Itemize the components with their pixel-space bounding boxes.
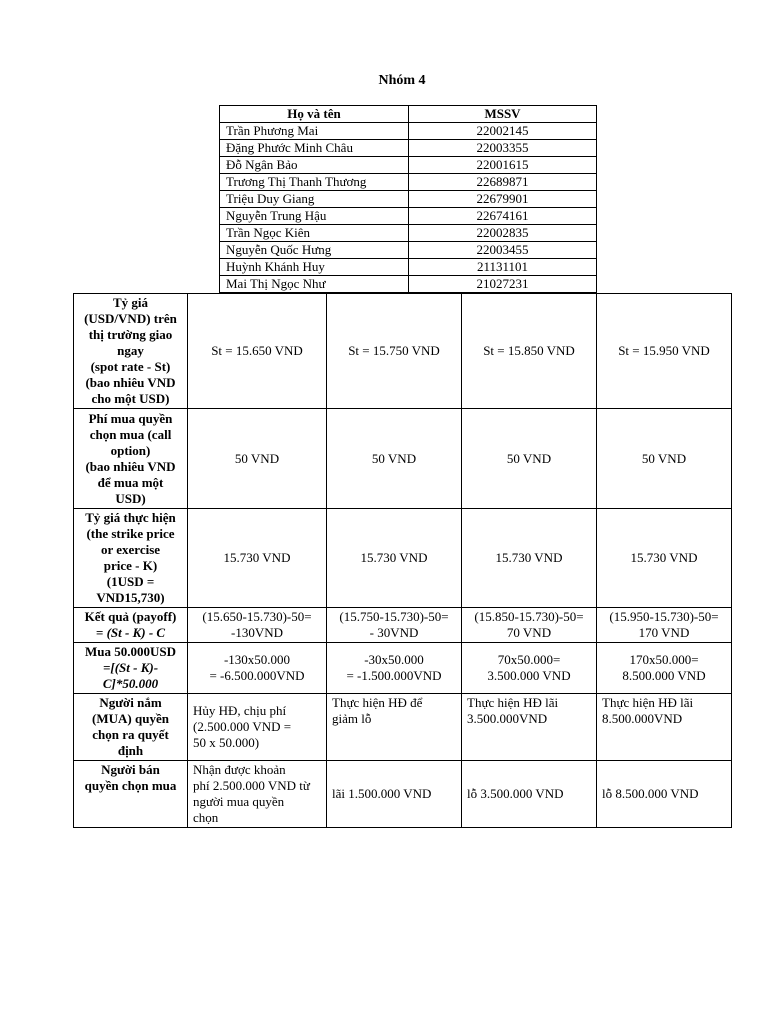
member-name: Mai Thị Ngọc Như — [220, 276, 409, 293]
premium-row — [74, 409, 732, 509]
payoff-result-line: -130VND — [231, 625, 283, 640]
payoff-cell — [188, 608, 327, 643]
buy-amount-cell — [462, 643, 597, 694]
decision-line: 3.500.000VND — [467, 711, 548, 726]
label-line: ngay — [117, 343, 144, 358]
label-line: để mua một — [97, 474, 164, 490]
premium-label — [74, 409, 188, 509]
holder-decision-cell — [597, 694, 732, 761]
member-row — [220, 157, 597, 174]
holder-decision-row — [74, 694, 732, 761]
member-row — [220, 208, 597, 225]
member-id: 21131101 — [409, 259, 597, 276]
spot-rate-row — [74, 294, 732, 409]
member-name: Nguyễn Trung Hậu — [220, 208, 409, 225]
label-line: Kết quả (payoff) — [84, 609, 177, 624]
member-row — [220, 276, 597, 293]
member-id: 22679901 — [409, 191, 597, 208]
label-line: (MUA) quyền — [92, 711, 169, 726]
member-name: Đỗ Ngân Bảo — [220, 157, 409, 174]
seller-line: chọn — [193, 810, 219, 825]
buy-line: -130x50.000 — [223, 652, 291, 667]
strike-price-label — [74, 509, 188, 608]
payoff-cell — [327, 608, 462, 643]
premium-cell: 50 VND — [327, 409, 462, 509]
spot-rate-cell: St = 15.950 VND — [597, 294, 732, 409]
payoff-cell — [462, 608, 597, 643]
seller-cell: lỗ 3.500.000 VND — [462, 761, 597, 828]
label-line: price - K) — [103, 558, 158, 573]
member-id: 22002835 — [409, 225, 597, 242]
label-line: Người bán — [101, 762, 160, 777]
seller-cell — [188, 761, 327, 828]
member-id: 22002145 — [409, 123, 597, 140]
strike-price-cell: 15.730 VND — [327, 509, 462, 608]
decision-line: Thực hiện HĐ lãi — [602, 695, 694, 710]
id-column-header: MSSV — [409, 106, 597, 123]
label-line: Tỷ giá thực hiện — [85, 510, 176, 525]
member-name: Trương Thị Thanh Thương — [220, 174, 409, 191]
seller-line: phí 2.500.000 VND từ — [193, 778, 310, 793]
buy-formula: C]*50.000 — [102, 676, 159, 691]
label-line: option) — [110, 442, 151, 458]
member-name: Nguyễn Quốc Hưng — [220, 242, 409, 259]
decision-line: Thực hiện HĐ để — [332, 695, 423, 710]
strike-price-row — [74, 509, 732, 608]
decision-line: giảm lỗ — [332, 711, 372, 726]
payoff-result-line: 170 VND — [638, 625, 690, 640]
label-line: định — [117, 743, 144, 758]
decision-line: 8.500.000VND — [602, 711, 683, 726]
decision-line: Hủy HĐ, chịu phí — [193, 703, 287, 718]
label-line: or exercise — [100, 542, 161, 557]
holder-decision-cell — [188, 694, 327, 761]
label-line: (bao nhiêu VND — [85, 458, 176, 474]
payoff-result-line: 70 VND — [506, 625, 552, 640]
payoff-formula-line: (15.650-15.730)-50= — [202, 609, 312, 624]
holder-decision-label — [74, 694, 188, 761]
name-column-header: Họ và tên — [220, 106, 409, 123]
payoff-formula-line: (15.750-15.730)-50= — [339, 609, 449, 624]
payoff-formula-line: (15.850-15.730)-50= — [474, 609, 584, 624]
label-line: (USD/VND) trên — [84, 311, 177, 326]
payoff-row — [74, 608, 732, 643]
buy-line: = -1.500.000VND — [346, 668, 442, 683]
member-id: 21027231 — [409, 276, 597, 293]
members-header-row — [220, 106, 597, 123]
label-line: Tỷ giá — [112, 295, 149, 310]
buy-amount-cell — [188, 643, 327, 694]
payoff-result-line: - 30VND — [369, 625, 419, 640]
seller-line: Nhận được khoản — [193, 762, 286, 777]
buy-line: = -6.500.000VND — [209, 668, 305, 683]
member-name: Huỳnh Khánh Huy — [220, 259, 409, 276]
payoff-label — [74, 608, 188, 643]
buy-line: 3.500.000 VND — [487, 668, 571, 683]
label-line: chọn ra quyết — [92, 727, 169, 742]
member-id: 22001615 — [409, 157, 597, 174]
member-row — [220, 259, 597, 276]
member-name: Trần Ngọc Kiên — [220, 225, 409, 242]
label-line: USD) — [115, 490, 146, 506]
member-id: 22689871 — [409, 174, 597, 191]
spot-rate-cell: St = 15.750 VND — [327, 294, 462, 409]
buy-formula: =[(St - K)- — [102, 660, 159, 675]
buy-line: 8.500.000 VND — [622, 668, 706, 683]
member-row — [220, 191, 597, 208]
member-id: 22674161 — [409, 208, 597, 225]
buy-amount-cell — [597, 643, 732, 694]
label-line: (1USD = — [106, 574, 155, 589]
label-line: VND15,730) — [96, 590, 165, 605]
spot-rate-cell: St = 15.650 VND — [188, 294, 327, 409]
payoff-formula: = (St - K) - C — [95, 625, 166, 640]
seller-row — [74, 761, 732, 828]
label-line: Mua 50.000USD — [84, 644, 176, 659]
payoff-formula-line: (15.950-15.730)-50= — [609, 609, 719, 624]
member-id: 22003355 — [409, 140, 597, 157]
label-line: thị trường giao — [88, 327, 173, 342]
premium-cell: 50 VND — [188, 409, 327, 509]
label-line: (bao nhiêu VND — [85, 375, 176, 390]
decision-line: (2.500.000 VND = — [193, 719, 292, 734]
buy-amount-row — [74, 643, 732, 694]
document-title: Nhóm 4 — [378, 73, 426, 88]
seller-cell: lãi 1.500.000 VND — [327, 761, 462, 828]
member-row — [220, 225, 597, 242]
label-line: (spot rate - St) — [90, 359, 171, 374]
label-line: (the strike price — [86, 526, 175, 541]
payoff-cell — [597, 608, 732, 643]
decision-line: Thực hiện HĐ lãi — [467, 695, 559, 710]
seller-label — [74, 761, 188, 828]
seller-cell: lỗ 8.500.000 VND — [597, 761, 732, 828]
holder-decision-cell — [462, 694, 597, 761]
holder-decision-cell — [327, 694, 462, 761]
member-id: 22003455 — [409, 242, 597, 259]
member-name: Trần Phương Mai — [220, 123, 409, 140]
premium-cell: 50 VND — [597, 409, 732, 509]
label-line: Phí mua quyền — [88, 410, 173, 426]
label-line: Người nắm — [99, 695, 162, 710]
option-analysis-table — [73, 293, 732, 828]
member-row — [220, 123, 597, 140]
member-row — [220, 242, 597, 259]
buy-line: -30x50.000 — [364, 652, 424, 667]
spot-rate-cell: St = 15.850 VND — [462, 294, 597, 409]
buy-line: 170x50.000= — [629, 652, 699, 667]
buy-amount-cell — [327, 643, 462, 694]
strike-price-cell: 15.730 VND — [597, 509, 732, 608]
premium-cell: 50 VND — [462, 409, 597, 509]
label-line: chọn mua (call — [89, 426, 172, 442]
member-name: Triệu Duy Giang — [220, 191, 409, 208]
strike-price-cell: 15.730 VND — [462, 509, 597, 608]
member-name: Đặng Phước Minh Châu — [220, 140, 409, 157]
spot-rate-label — [74, 294, 188, 409]
buy-line: 70x50.000= — [497, 652, 561, 667]
label-line: cho một USD) — [91, 391, 170, 406]
buy-amount-label — [74, 643, 188, 694]
strike-price-cell: 15.730 VND — [188, 509, 327, 608]
members-table — [219, 105, 597, 293]
label-line: quyền chọn mua — [84, 778, 177, 793]
decision-line: 50 x 50.000) — [193, 735, 260, 750]
member-row — [220, 140, 597, 157]
seller-line: người mua quyền — [193, 794, 285, 809]
member-row — [220, 174, 597, 191]
